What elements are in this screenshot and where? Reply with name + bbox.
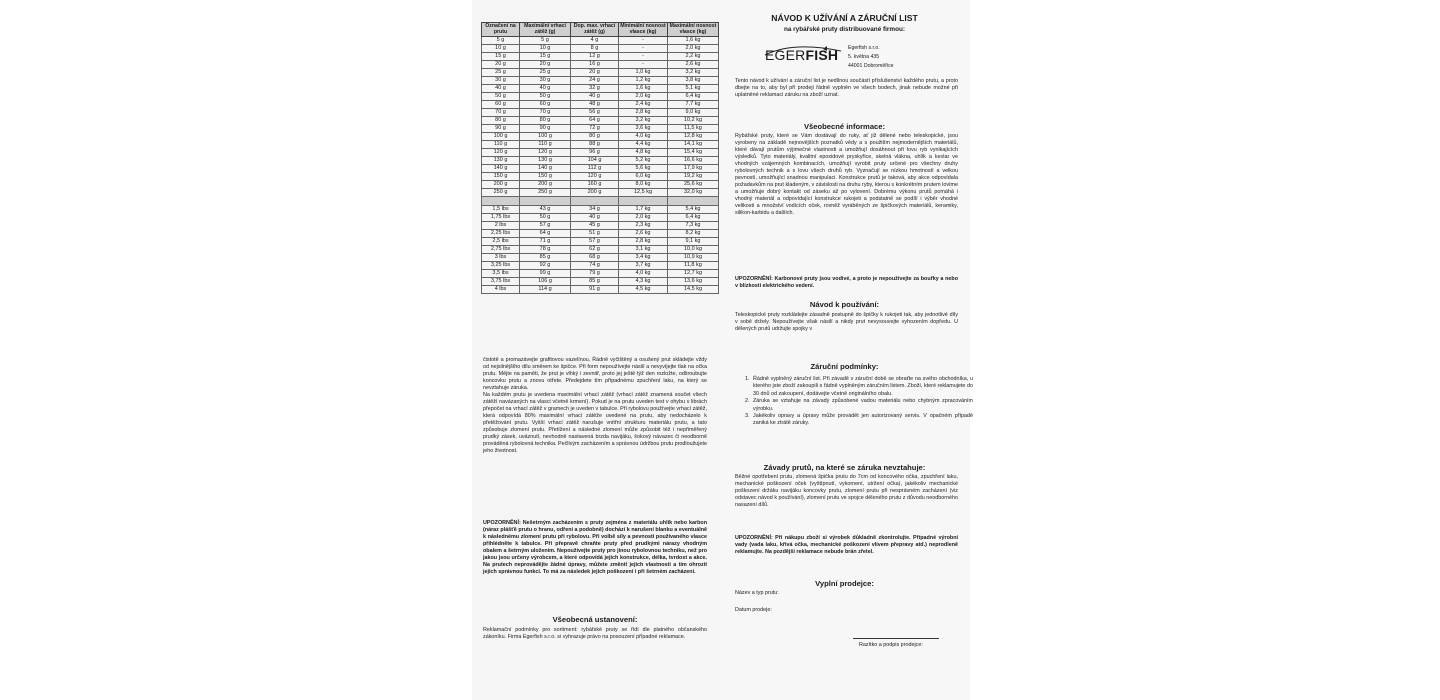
table-row [482, 117, 719, 125]
table-cell: 20 g [482, 61, 520, 69]
warranty-item: 2. Záruka se vztahuje na závady způsobené vadou materiálu nebo chybným zpracováním výrobku. [751, 398, 973, 413]
table-cell: 80 g [520, 117, 571, 125]
stamp-signature-label: Razítko a podpis prodejce: [859, 642, 923, 648]
table-row [482, 85, 719, 93]
table-row [482, 133, 719, 141]
table-row [482, 246, 719, 254]
table-cell: - [619, 61, 668, 69]
table-row [482, 157, 719, 165]
table-cell: 5,4 kg [668, 206, 719, 214]
table-cell: 3,75 lbs [482, 278, 520, 286]
table-cell: 85 g [520, 254, 571, 262]
company-address [848, 44, 894, 70]
table-row [482, 254, 719, 262]
table-cell: 15 g [482, 53, 520, 61]
table-cell: 110 g [520, 141, 571, 149]
table-cell: 10,9 kg [668, 254, 719, 262]
table-row [482, 53, 719, 61]
document-subtitle: na rybářské pruty distribuované firmou: [783, 26, 906, 33]
table-cell: 16 g [571, 61, 619, 69]
table-cell: 200 g [571, 189, 619, 197]
table-cell: 10 g [520, 45, 571, 53]
table-cell: 60 g [482, 101, 520, 109]
table-cell: 48 g [571, 101, 619, 109]
table-cell: 43 g [520, 206, 571, 214]
table-cell: 71 g [520, 238, 571, 246]
separator-cell [619, 197, 668, 206]
table-row [482, 230, 719, 238]
table-row [482, 214, 719, 222]
table-cell: 20 g [571, 69, 619, 77]
general-provisions-text: Reklamační podmínky pro sortiment: rybářské pruty se řídí dle platného občanského zákoníku. Firma Egerfish s.r.o. si vyhrazuje právo na posouzení případné reklamace. [483, 627, 707, 640]
table-cell: 14,5 kg [668, 286, 719, 294]
table-cell: 250 g [482, 189, 520, 197]
table-cell: 17,9 kg [668, 165, 719, 173]
table-cell: 40 g [520, 85, 571, 93]
left-page [472, 0, 719, 700]
table-cell: 56 g [571, 109, 619, 117]
table-cell: 150 g [520, 173, 571, 181]
table-cell: 130 g [482, 157, 520, 165]
table-cell: 4,4 kg [619, 141, 668, 149]
table-row [482, 238, 719, 246]
defects-text: Běžné opotřebení prutu, zlomená špička prutu do 7cm od koncového očka, zpuchření laku, mechanické poškození oček (vyštípnutí, vykornení, utržení očka), jakékoliv mechanické poškození držáku navijáku koncovky prutu, zlomení prutu při nesprávném zacházení (viz odstavec návod k používání), zlomení prutu ve spojce děleného prutu z důvodu neodborného nasazení dílů. [735, 474, 958, 508]
table-cell: 1,7 kg [619, 206, 668, 214]
table-cell: 72 g [571, 125, 619, 133]
table-cell: 4,3 kg [619, 278, 668, 286]
table-cell: 25 g [482, 69, 520, 77]
table-cell: 4,0 kg [619, 133, 668, 141]
table-cell: 4,8 kg [619, 149, 668, 157]
table-header: Maximální nosnost vlasce (kg) [668, 23, 719, 37]
table-cell: 15 g [520, 53, 571, 61]
table-cell: 1,5 lbs [482, 206, 520, 214]
table-cell: - [619, 45, 668, 53]
table-cell: 5,1 kg [668, 85, 719, 93]
table-cell: 79 g [571, 270, 619, 278]
table-cell: 5,6 kg [619, 165, 668, 173]
table-cell: 3,5 lbs [482, 270, 520, 278]
table-cell: 1,6 kg [668, 37, 719, 45]
table-cell: - [619, 37, 668, 45]
table-cell: 12,8 kg [668, 133, 719, 141]
table-cell: 3,6 kg [619, 125, 668, 133]
table-cell: 112 g [571, 165, 619, 173]
seller-heading: Vyplní prodejce: [815, 579, 874, 588]
table-header: Označení na prutu [482, 23, 520, 37]
general-info-heading: Všeobecné informace: [803, 122, 886, 131]
table-cell: 99 g [520, 270, 571, 278]
rod-specs-table [481, 22, 719, 294]
logo-text-eger: EGER [765, 47, 806, 63]
table-cell: 50 g [520, 93, 571, 101]
table-cell: 80 g [571, 133, 619, 141]
table-row [482, 206, 719, 214]
purchase-warning: UPOZORNĚNÍ: Při nákupu zboží si výrobek důkladně zkontrolujte. Případné výrobní vady (vada laku, křivá očka, mechanické poškození vlivem přepravy atd.) neprodleně reklamujte. Na pozdější reklamace nebude brán zřetel. [735, 535, 958, 555]
general-info-text: Rybářské pruty, které se Vám dostávají do ruky, ať již dělené nebo teleskopické, jsou vyrobeny na základě nejnovějších poznatků vědy a s použitím nejmodernějších materiálů, které dávají prutům výjimečné vlastnosti a umožňují dosáhnout při lovu ryb vynikajících výsledků. Tyto materiály, kvalitní epoxidové pryskyřice, skelná vlákna, uhlík a kevlar ve vhodných vzájemných kombinacích, umožňují vyrobit pruty určené pro všechny druhy rybolovných technik a s lovu všech druhů ryb. Vyznačují se nízkou hmotností a velkou pevností, umožňující snadnou manipulaci. Konstrukce prutů je taková, aby akce odpovídala požadavkům na prut kladeným, v závislosti na druhu ryby, kterou s konkrétním prutem lovíme a umožňuje dobrý kontakt od záseku až po vylovení. Dobrému výkonu prutů pomáhá i vhodný materiál a odpovídající konstrukce rukojeti a podstatně se podílí i výběr vhodné velikosti a množství vodících oček, rovněž vyráběných ze špičkových materiálů, keramiky, silikon-karbidu a dalších. [735, 133, 958, 216]
table-cell: 3,4 kg [619, 254, 668, 262]
right-page [719, 0, 973, 700]
table-cell: - [619, 53, 668, 61]
table-cell: 88 g [571, 141, 619, 149]
table-cell: 3 lbs [482, 254, 520, 262]
table-cell: 40 g [571, 214, 619, 222]
address-line: 5. května 435 [848, 53, 880, 60]
table-cell: 106 g [520, 278, 571, 286]
table-cell: 70 g [482, 109, 520, 117]
table-cell: 68 g [571, 254, 619, 262]
table-cell: 5 g [520, 37, 571, 45]
usage-text: Teleskopické pruty rozkládejte zásadně postupně do špičky k rukojeti tak, aby jednotlivé díly v sobě držely. Nepoužívejte však násilí a nikdy prut nevysouvejte vyhozením dopředu. U dělených prutů udržujte spojky v [735, 312, 958, 332]
table-cell: 6,4 kg [668, 93, 719, 101]
table-cell: 100 g [482, 133, 520, 141]
table-cell: 200 g [482, 181, 520, 189]
table-row [482, 125, 719, 133]
table-cell: 92 g [520, 262, 571, 270]
table-cell: 8 g [571, 45, 619, 53]
table-row [482, 69, 719, 77]
address-line: Egerfish s.r.o. [848, 45, 880, 51]
table-cell: 85 g [571, 278, 619, 286]
table-cell: 4 lbs [482, 286, 520, 294]
table-row [482, 61, 719, 69]
table-header-row [482, 23, 719, 37]
table-cell: 11,5 kg [668, 125, 719, 133]
storm-warning: UPOZORNĚNÍ: Karbonové pruty jsou vodivé, a proto je nepoužívejte za bouřky a nebo v blízkosti elektrického vedení. [735, 276, 958, 289]
table-cell: 3,2 kg [668, 69, 719, 77]
table-cell: 120 g [571, 173, 619, 181]
table-cell: 2,3 kg [619, 222, 668, 230]
table-cell: 140 g [482, 165, 520, 173]
table-cell: 140 g [520, 165, 571, 173]
left-body-text [483, 357, 707, 455]
defects-heading: Závady prutů, na které se záruka nevztahuje: [763, 463, 926, 472]
load-paragraph: Na každém prutu je uvedena maximální vrhací zátěž (vrhací zátěž znamená součet všech zátěží navázaných na vlasci včetně krmení). Pokud je na prutu uveden test v ohybu v librách přepočet na vrhací zátěž v gramech je uveden v tabulce. Při rybolovu používejte vrhací zátěž, která odpovídá 80% maximální vrhací zátěže uvedené na prutu, aby nedocházelo k přetěžování prutu. Vyšší vrhací zátěž narušuje vnitřní strukturu materiálu prutu, a tato způsobuje zlomení prutu. Přetížení a následné zlomení může způsobit též i nepřiměřený prudký zásek, uváznutí, nevhodně nastavená brzda navijáku, šokový návazec či neodborně prováděná rybolovná technika. Pečlivým zacházením a správnou údržbou prutu prodloužujete jeho životnost. [483, 392, 707, 454]
warranty-heading: Záruční podmínky: [810, 362, 879, 371]
table-cell: 1,0 kg [619, 69, 668, 77]
table-cell: 30 g [482, 77, 520, 85]
table-cell: 6,0 kg [619, 173, 668, 181]
table-cell: 2,4 kg [619, 101, 668, 109]
table-cell: 20 g [520, 61, 571, 69]
table-row [482, 270, 719, 278]
table-cell: 100 g [520, 133, 571, 141]
table-cell: 50 g [520, 214, 571, 222]
table-cell: 2,0 kg [668, 45, 719, 53]
table-cell: 45 g [571, 222, 619, 230]
table-cell: 51 g [571, 230, 619, 238]
table-cell: 130 g [520, 157, 571, 165]
table-cell: 90 g [482, 125, 520, 133]
table-cell: 4,0 kg [619, 270, 668, 278]
separator-cell [520, 197, 571, 206]
table-header: Minimální nosnost vlasce (kg) [619, 23, 668, 37]
table-cell: 1,2 kg [619, 77, 668, 85]
table-header: Dop. max. vrhací zátěž (g) [571, 23, 619, 37]
table-cell: 3,2 kg [619, 117, 668, 125]
table-cell: 12 g [571, 53, 619, 61]
table-cell: 3,7 kg [619, 262, 668, 270]
table-cell: 2 lbs [482, 222, 520, 230]
table-cell: 2,8 kg [619, 109, 668, 117]
table-cell: 3,8 kg [668, 77, 719, 85]
table-cell: 3,1 kg [619, 246, 668, 254]
table-row [482, 189, 719, 197]
table-cell: 2,6 kg [668, 61, 719, 69]
table-cell: 2,6 kg [619, 230, 668, 238]
table-cell: 160 g [571, 181, 619, 189]
table-cell: 2,25 lbs [482, 230, 520, 238]
separator-cell [571, 197, 619, 206]
table-cell: 6,4 kg [668, 214, 719, 222]
warranty-list [737, 376, 973, 428]
table-cell: 8,0 kg [619, 181, 668, 189]
table-cell: 70 g [520, 109, 571, 117]
table-cell: 96 g [571, 149, 619, 157]
table-cell: 80 g [482, 117, 520, 125]
table-cell: 13,6 kg [668, 278, 719, 286]
table-cell: 57 g [571, 238, 619, 246]
table-cell: 9,1 kg [668, 238, 719, 246]
table-row [482, 278, 719, 286]
table-row [482, 77, 719, 85]
table-cell: 40 g [571, 93, 619, 101]
table-cell: 2,0 kg [619, 93, 668, 101]
table-cell: 50 g [482, 93, 520, 101]
table-cell: 7,7 kg [668, 101, 719, 109]
table-row [482, 37, 719, 45]
table-row [482, 101, 719, 109]
table-cell: 10,2 kg [668, 117, 719, 125]
table-cell: 110 g [482, 141, 520, 149]
table-cell: 2,0 kg [619, 214, 668, 222]
table-cell: 74 g [571, 262, 619, 270]
document-title: NÁVOD K UŽÍVÁNÍ A ZÁRUČNÍ LIST [771, 13, 918, 23]
table-row [482, 173, 719, 181]
table-cell: 200 g [520, 181, 571, 189]
general-provisions-heading: Všeobecná ustanovení: [552, 615, 638, 624]
table-cell: 14,1 kg [668, 141, 719, 149]
table-cell: 1,6 kg [619, 85, 668, 93]
table-cell: 62 g [571, 246, 619, 254]
table-cell: 7,3 kg [668, 222, 719, 230]
table-cell: 12,5 kg [619, 189, 668, 197]
table-row [482, 262, 719, 270]
table-cell: 5,2 kg [619, 157, 668, 165]
table-cell: 10 g [482, 45, 520, 53]
table-row [482, 109, 719, 117]
table-cell: 10,0 kg [668, 246, 719, 254]
table-cell: 250 g [520, 189, 571, 197]
table-cell: 57 g [520, 222, 571, 230]
table-separator-row [482, 197, 719, 206]
table-cell: 40 g [482, 85, 520, 93]
table-cell: 2,8 kg [619, 238, 668, 246]
table-cell: 114 g [520, 286, 571, 294]
product-name-label: Název a typ prutu: [735, 590, 779, 596]
table-cell: 150 g [482, 173, 520, 181]
table-cell: 12,7 kg [668, 270, 719, 278]
table-cell: 32 g [571, 85, 619, 93]
table-row [482, 181, 719, 189]
separator-cell [668, 197, 719, 206]
table-cell: 19,2 kg [668, 173, 719, 181]
logo-text-fish: FISH [805, 47, 839, 63]
table-row [482, 149, 719, 157]
table-row [482, 45, 719, 53]
table-cell: 64 g [520, 230, 571, 238]
continuation-paragraph: čistotě a promazávejte grafitovou vazelínou. Řádně vyčištěný a osušený prut skládejte vždy od nejsilnějšího dílu směrem ke špičce. Při form nepoužívejte násilí a nevyvíjejte tlak na očka prutu. Mějte na paměti, že prut je vlhký i zevnitř, proto jej ještě týž den rozložte, odšroubujte koncovku prutu a znovu otřete. Předejdete tím případnému zpuchření laku, na který se nevztahuje záruka. [483, 357, 707, 391]
table-row [482, 222, 719, 230]
table-cell: 2,75 lbs [482, 246, 520, 254]
table-cell: 11,8 kg [668, 262, 719, 270]
table-cell: 5 g [482, 37, 520, 45]
intro-text: Tento návod k užívání a záruční list je nedílnou součástí příslušenství každého prutu, a proto dbejte na to, aby byl při prodeji řádně vyplněn ve všech bodech, jinak nebude možné při uplatněné reklamaci záruku na zboží uznat. [735, 78, 958, 98]
table-cell: 16,6 kg [668, 157, 719, 165]
table-cell: 120 g [520, 149, 571, 157]
table-cell: 2,5 lbs [482, 238, 520, 246]
table-cell: 78 g [520, 246, 571, 254]
warranty-item: 3. Jakékoliv opravy a úpravy může provádět jen autorizovaný servis. V opačném případě zaniká ke ztrátě záruky. [751, 413, 973, 428]
table-cell: 24 g [571, 77, 619, 85]
signature-line [853, 638, 939, 639]
table-cell: 120 g [482, 149, 520, 157]
table-cell: 9,0 kg [668, 109, 719, 117]
table-cell: 64 g [571, 117, 619, 125]
table-cell: 2,2 kg [668, 53, 719, 61]
table-row [482, 165, 719, 173]
handling-warning: UPOZORNĚNÍ: Nešetrným zacházením s pruty zejména z materiálu uhlík nebo karbon (náraz plášťě prutu o hranu, odření a podobně) dochází k narušení blanku a eventuálně k následnému zlomení prutu při rybolovu. Při volbě síly a pevnosti používaného vlasce přihlédněte k tabulce. Při přepravě chraňte pruty před prudkými nárazy vhodným obalem a šetrným uložením. Nepoužívejte pruty pro jinou rybolovnou techniku, než pro jakou jsou určeny výrobcem, a které odpovídá jejich konstrukce, délka, tvrdost a akce. Na prutech neprovádějte žádné úpravy, můžete změnit jejich vlastnosti a tím ohrozit jejich správnou funkci. To má za následek jejich poškození i při šetrném zacházení. [483, 520, 707, 575]
table-row [482, 286, 719, 294]
table-row [482, 93, 719, 101]
table-cell: 90 g [520, 125, 571, 133]
table-cell: 3,25 lbs [482, 262, 520, 270]
table-cell: 91 g [571, 286, 619, 294]
table-cell: 25,6 kg [668, 181, 719, 189]
table-cell: 25 g [520, 69, 571, 77]
usage-heading: Návod k používání: [809, 300, 880, 309]
table-cell: 4,5 kg [619, 286, 668, 294]
table-cell: 104 g [571, 157, 619, 165]
sale-date-label: Datum prodeje: [735, 607, 772, 613]
separator-cell [482, 197, 520, 206]
table-cell: 1,75 lbs [482, 214, 520, 222]
egerfish-logo [765, 47, 838, 63]
table-cell: 34 g [571, 206, 619, 214]
table-cell: 15,4 kg [668, 149, 719, 157]
table-header: Maximální vrhací zátěž (g) [520, 23, 571, 37]
warranty-item: 1. Řádně vyplněný záruční list. Při závadě v záruční době se obraťte na svého obchodníka, u kterého jste zboží zakoupili s řádně vyplněným záručním listem. Zboží, které reklamujete do 30 dnů od zakoupení, dodávejte včetně originálního obalu. [751, 376, 973, 398]
table-cell: 4 g [571, 37, 619, 45]
address-line: 44001 Dobroměřice [848, 62, 894, 69]
table-cell: 8,2 kg [668, 230, 719, 238]
table-cell: 30 g [520, 77, 571, 85]
table-cell: 60 g [520, 101, 571, 109]
table-row [482, 141, 719, 149]
table-cell: 32,0 kg [668, 189, 719, 197]
